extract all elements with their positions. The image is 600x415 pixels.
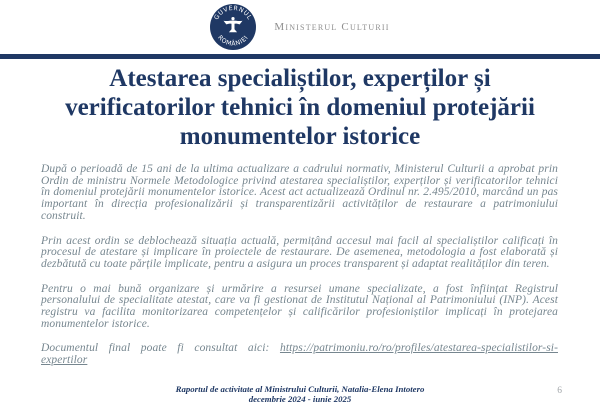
link-paragraph-prefix: Documentul final poate fi consultat aici: xyxy=(41,342,280,355)
slide-body xyxy=(41,164,558,367)
ministry-label: Ministerul Culturii xyxy=(274,21,390,33)
slide-header xyxy=(0,0,600,54)
footer-line-2: decembrie 2024 - iunie 2025 xyxy=(248,394,352,404)
logo-arc-bottom-text: ROMÂNIEI xyxy=(216,34,251,48)
slide-footer xyxy=(0,384,600,404)
divider-bar xyxy=(0,54,600,59)
slide-title xyxy=(0,64,600,151)
page-number: 6 xyxy=(557,386,562,396)
title-line-3: monumentelor istorice xyxy=(179,123,421,150)
paragraph-3: Pentru o mai bună organizare și urmărire a resursei umane specializate, a fost înființat Registrul personalului de specialitate atestat, care va fi gestionat de Institutul Național al Patrimoniului (INP). Acest registru va facilita monitorizarea competențelor și calificărilor profesioniștilor implicați în protejarea monumentelor istorice. xyxy=(41,282,558,330)
patrimoniu-link[interactable]: https://patrimoniu.ro/ro/profiles/atestarea-specialistilor-si-expertilor xyxy=(41,342,558,367)
title-line-1: Atestarea specialiștilor, experților și xyxy=(109,65,491,92)
paragraph-2: Prin acest ordin se deblochează situația actuală, permițând accesul mai facil al specialiștilor calificați în procesul de atestare și implicare în proiectele de restaurare. De asemenea, metodologia a fost elaborată și dezbătută cu toate părțile implicate, pentru a asigura un proces transparent și adaptat realităților din teren. xyxy=(41,234,558,270)
paragraph-1: După o perioadă de 15 ani de la ultima actualizare a cadrului normativ, Ministerul Culturii a aprobat prin Ordin de ministru Normele Metodologice privind atestarea specialiștilor, experților și verificatorilor tehnici în domeniul protejării monumentelor istorice. Acest act actualizează Ordinul nr. 2.495/2010, marcând un pas important în direcția profesionalizării și transparentizării activităților de restaurare a patrimoniului construit. xyxy=(41,163,558,222)
government-of-romania-logo xyxy=(210,4,256,50)
paragraph-4 xyxy=(41,343,558,366)
title-line-2: verificatorilor tehnici în domeniul protejării xyxy=(65,94,535,121)
logo-arc-top-text: GUVERNUL xyxy=(213,4,254,22)
footer-line-1: Raportul de activitate al Ministrului Culturii, Natalia-Elena Intotero xyxy=(175,384,425,394)
